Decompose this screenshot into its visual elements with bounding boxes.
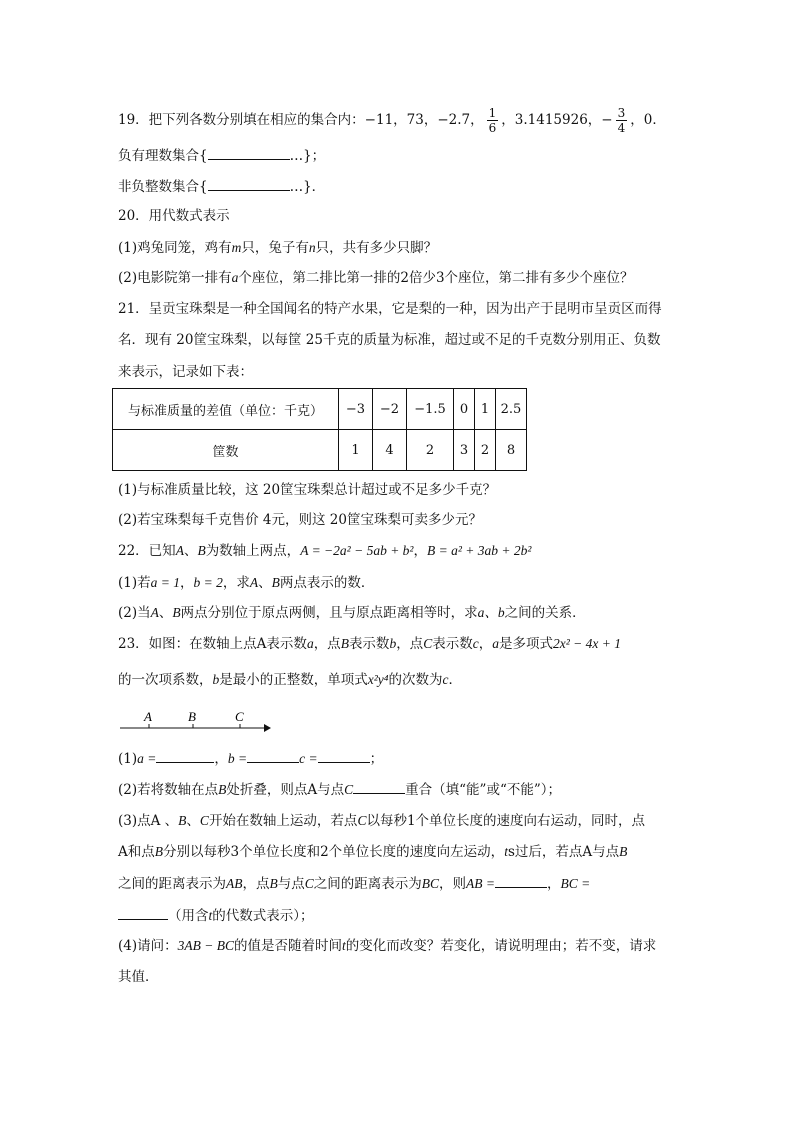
answer-blank[interactable] (208, 176, 290, 191)
q22-part2: (2)当A、B两点分别位于原点两侧，且与原点距离相等时，求a、b之间的关系． (118, 605, 586, 621)
q20-title: 20．用代数式表示 (118, 208, 230, 224)
table-cell: −3 (339, 389, 373, 430)
q21-question1: (1)与标准质量比较，这 20筐宝珠梨总计超过或不足多少千克？ (118, 482, 497, 498)
q23-part2: (2)若将数轴在点B处折叠，则点A与点C 重合（填“能”或“不能”）； (118, 779, 561, 800)
table-cell: 3 (454, 430, 475, 471)
q23-part3-line3: 之间的距离表示为AB，点B与点C之间的距离表示为BC，则AB = ，BC = (118, 873, 590, 894)
q23-part3-line4: （用含t的代数式表示）； (118, 905, 314, 926)
q21-stem-line3: 来表示，记录如下表： (118, 364, 253, 380)
table-header-cell: 与标准质量的差值（单位：千克） (113, 389, 339, 430)
q23-part1: (1)a = ，b = c = ； (118, 748, 383, 769)
q21-stem-line2: 名．现有 20筐宝珠梨，以每筐 25千克的质量为标准，超过或不足的千克数分别用正、负数 (118, 332, 661, 348)
q19-set-negative-rational: 负有理数集合{ …}； (118, 145, 325, 166)
point-label-a: A (144, 709, 152, 724)
q23-part4-line2: 其值． (118, 969, 159, 985)
axis-arrow-icon (264, 724, 271, 732)
q19-set-nonnegative-integer: 非负整数集合{ …}． (118, 176, 325, 197)
q22-stem: 22．已知A、B为数轴上两点，A = −2a² − 5ab + b²，B = a² + 3ab + 2b² (118, 543, 532, 559)
table-row (113, 389, 527, 430)
q23-part3-line2: A和点B分别以每秒3个单位长度和2个单位长度的速度向左运动，ts过后，若点A与点B (118, 844, 628, 860)
q21-question2: (2)若宝珠梨每千克售价 4元，则这 20筐宝珠梨可卖多少元？ (118, 512, 482, 528)
answer-blank-bc[interactable] (118, 905, 168, 920)
q21-stem-line1: 21．呈贡宝珠梨是一种全国闻名的特产水果，它是梨的一种，因为出产于昆明市呈贡区而得 (118, 301, 662, 317)
table-header-cell: 筐数 (113, 430, 339, 471)
q20-part2: (2)电影院第一排有a个座位，第二排比第一排的2倍少3个座位，第二排有多少个座位？ (118, 270, 634, 286)
answer-blank-b[interactable] (247, 748, 299, 763)
answer-blank-a[interactable] (156, 748, 214, 763)
fraction-one-sixth: $\frac{1}{6}$ (488, 106, 497, 135)
table-cell: 1 (339, 430, 373, 471)
q22-part1: (1)若a = 1，b = 2，求A、B两点表示的数． (118, 575, 375, 591)
table-cell: 1 (475, 389, 496, 430)
point-label-c: C (235, 709, 244, 724)
table-cell: −1.5 (407, 389, 454, 430)
table-cell: 0 (454, 389, 475, 430)
table-cell: −2 (373, 389, 407, 430)
table-cell: 4 (373, 430, 407, 471)
q23-part4-line1: (4)请问：3AB − BC的值是否随着时间t的变化而改变？若变化，请说明理由；若不变，请求 (118, 938, 657, 954)
table-cell: 2.5 (496, 389, 527, 430)
q23-stem-line1: 23．如图：在数轴上点A表示数a，点B表示数b，点C表示数c，a是多项式2x² − 4x + 1 (118, 636, 621, 652)
fraction-three-quarters: $\frac{3}{4}$ (617, 106, 626, 135)
answer-blank[interactable] (353, 779, 405, 794)
number-line-figure (118, 706, 278, 738)
q20-part1: (1)鸡兔同笼，鸡有m只，兔子有n只，共有多少只脚？ (118, 240, 438, 256)
q23-stem-line2: 的一次项系数，b是最小的正整数，单项式x²y⁴的次数为c． (118, 672, 462, 688)
table-cell: 2 (407, 430, 454, 471)
table-cell: 2 (475, 430, 496, 471)
answer-blank[interactable] (208, 145, 290, 160)
table-cell: 8 (496, 430, 527, 471)
answer-blank-c[interactable] (318, 748, 370, 763)
q19-stem: 19．把下列各数分别填在相应的集合内：−11，73，−2.7， $\frac{1}{6}$ ，3.1415926，− $\frac{3}{4}$ ，0． (118, 106, 666, 135)
answer-blank-ab[interactable] (495, 873, 547, 888)
table-row (113, 430, 527, 471)
q23-part3-line1: (3)点A 、B、C开始在数轴上运动，若点C以每秒1个单位长度的速度向右运动，同时，点 (118, 813, 646, 829)
q21-data-table (112, 388, 527, 471)
point-label-b: B (188, 709, 196, 724)
